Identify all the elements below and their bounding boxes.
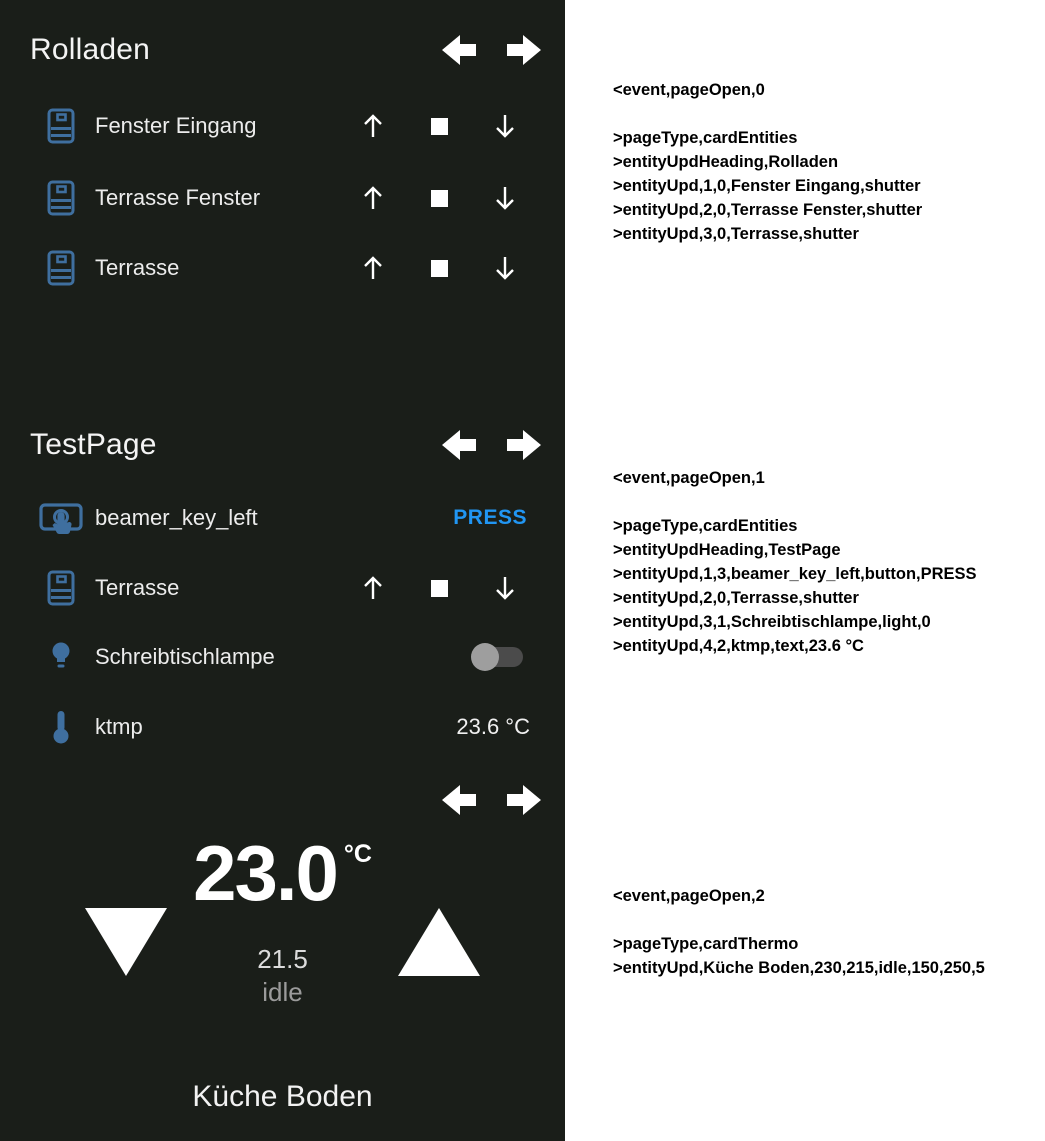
window-shutter-icon <box>38 108 84 144</box>
entity-label: beamer_key_left <box>95 505 258 530</box>
card-header <box>30 423 543 467</box>
shutter-up-button[interactable] <box>353 106 393 146</box>
entity-row <box>0 246 565 290</box>
light-toggle-off[interactable] <box>475 647 523 667</box>
shutter-stop-button[interactable] <box>419 568 459 608</box>
entity-row <box>0 566 565 610</box>
entity-label: Terrasse Fenster <box>95 185 261 210</box>
protocol-line: >entityUpd,1,3,beamer_key_left,button,PRESS <box>613 565 977 583</box>
prev-page-button[interactable] <box>440 783 478 817</box>
entity-label: Fenster Eingang <box>95 113 257 138</box>
card-header <box>30 28 543 72</box>
entity-row <box>0 635 565 679</box>
shutter-stop-button[interactable] <box>419 178 459 218</box>
shutter-down-button[interactable] <box>485 178 525 218</box>
protocol-line: >entityUpd,2,0,Terrasse Fenster,shutter <box>613 201 923 219</box>
entity-label: Terrasse <box>95 255 180 280</box>
prev-page-button[interactable] <box>440 33 478 67</box>
card-header <box>30 778 543 822</box>
protocol-line: >pageType,cardThermo <box>613 935 799 953</box>
stop-square-icon <box>431 118 448 135</box>
protocol-event-line: <event,pageOpen,0 <box>613 81 765 99</box>
page-nav <box>440 783 543 817</box>
shutter-stop-button[interactable] <box>419 106 459 146</box>
protocol-line: >entityUpd,1,0,Fenster Eingang,shutter <box>613 177 921 195</box>
arrow-down-icon <box>493 254 517 282</box>
protocol-line: >pageType,cardEntities <box>613 517 798 535</box>
protocol-line: >entityUpd,2,0,Terrasse,shutter <box>613 589 859 607</box>
target-temperature: 21.5 <box>257 944 308 974</box>
shutter-down-button[interactable] <box>485 248 525 288</box>
entity-row <box>0 705 565 749</box>
shutter-stop-button[interactable] <box>419 248 459 288</box>
protocol-line: >entityUpd,4,2,ktmp,text,23.6 °C <box>613 637 864 655</box>
press-button[interactable]: PRESS <box>453 506 527 529</box>
protocol-block-page0 <box>613 78 1038 246</box>
shutter-down-button[interactable] <box>485 106 525 146</box>
shutter-controls <box>353 568 525 608</box>
thermostat-name: Küche Boden <box>192 1080 373 1113</box>
next-page-button[interactable] <box>505 428 543 462</box>
thermometer-icon <box>38 709 84 745</box>
arrow-up-icon <box>361 254 385 282</box>
entity-row <box>0 496 565 540</box>
gesture-tap-button-icon <box>38 498 84 538</box>
shutter-controls <box>353 248 525 288</box>
shutter-up-button[interactable] <box>353 248 393 288</box>
arrow-down-icon <box>493 112 517 140</box>
entity-row <box>0 104 565 148</box>
stop-square-icon <box>431 190 448 207</box>
next-page-button[interactable] <box>505 33 543 67</box>
window-shutter-icon <box>38 180 84 216</box>
protocol-block-page2 <box>613 884 1038 980</box>
protocol-line: >entityUpd,Küche Boden,230,215,idle,150,250,5 <box>613 959 985 977</box>
shutter-controls <box>353 178 525 218</box>
temp-unit: °C <box>343 840 372 868</box>
arrow-up-icon <box>361 574 385 602</box>
arrow-down-icon <box>493 184 517 212</box>
stop-square-icon <box>431 260 448 277</box>
shutter-controls <box>353 106 525 146</box>
thermostat-state: idle <box>262 977 303 1007</box>
protocol-event-line: <event,pageOpen,1 <box>613 469 765 487</box>
arrow-up-icon <box>361 184 385 212</box>
arrow-down-icon <box>493 574 517 602</box>
protocol-line: >entityUpd,3,0,Terrasse,shutter <box>613 225 859 243</box>
protocol-event-line: <event,pageOpen,2 <box>613 887 765 905</box>
protocol-line: >pageType,cardEntities <box>613 129 798 147</box>
window-shutter-icon <box>38 250 84 286</box>
protocol-line: >entityUpdHeading,Rolladen <box>613 153 839 171</box>
protocol-line: >entityUpd,3,1,Schreibtischlampe,light,0 <box>613 613 931 631</box>
entity-label: ktmp <box>95 714 143 739</box>
entity-label: Terrasse <box>95 575 180 600</box>
entity-row <box>0 176 565 220</box>
protocol-line: >entityUpdHeading,TestPage <box>613 541 841 559</box>
current-temperature <box>0 829 565 917</box>
prev-page-button[interactable] <box>440 428 478 462</box>
window-shutter-icon <box>38 570 84 606</box>
lightbulb-icon <box>38 641 84 673</box>
current-temp-value: 23.0 <box>193 829 337 917</box>
shutter-down-button[interactable] <box>485 568 525 608</box>
sensor-value: 23.6 °C <box>456 714 530 739</box>
page-title: TestPage <box>30 428 157 461</box>
entity-label: Schreibtischlampe <box>95 644 275 669</box>
arrow-up-icon <box>361 112 385 140</box>
stop-square-icon <box>431 580 448 597</box>
protocol-block-page1 <box>613 466 1038 658</box>
shutter-up-button[interactable] <box>353 178 393 218</box>
page-title: Rolladen <box>30 33 151 66</box>
page-nav <box>440 33 543 67</box>
next-page-button[interactable] <box>505 783 543 817</box>
shutter-up-button[interactable] <box>353 568 393 608</box>
page-nav <box>440 428 543 462</box>
toggle-knob <box>471 643 499 671</box>
